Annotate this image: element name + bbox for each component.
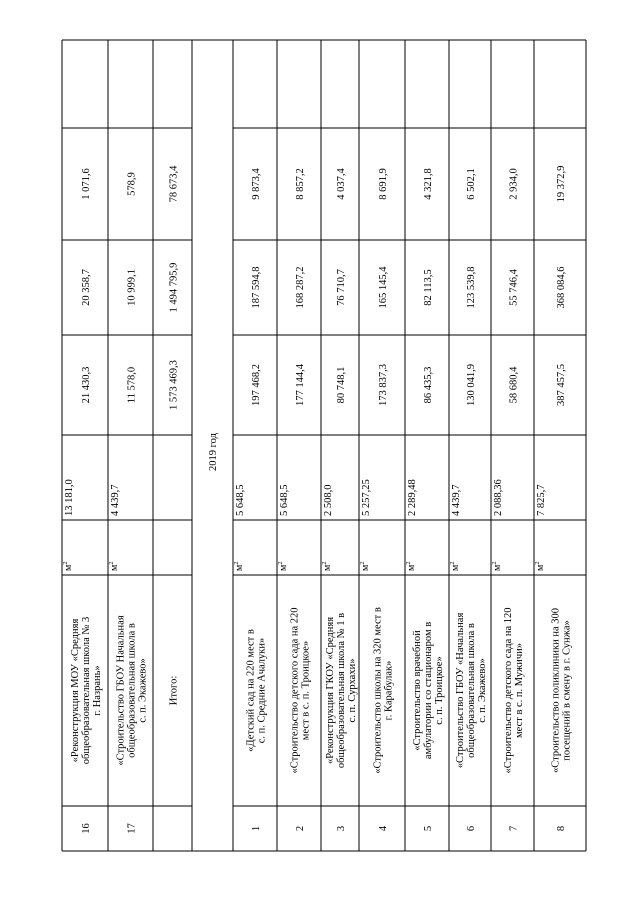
object-name: с. п. Троицкое» <box>434 656 445 725</box>
object-name: г. Карабулак» <box>383 660 395 721</box>
regional-value: 1 071,6 <box>81 168 92 200</box>
federal-value: 368 084,6 <box>556 266 567 309</box>
capacity-value: 13 181,0 <box>64 479 75 516</box>
regional-value: 4 321,8 <box>423 168 434 200</box>
capacity-value: 5 257,25 <box>361 479 372 516</box>
capacity-value: 7 825,7 <box>536 484 547 516</box>
federal-value: 187 594,8 <box>251 266 262 309</box>
object-name: с. п. Экажево» <box>477 658 488 723</box>
itogo-regional: 78 673,4 <box>168 165 180 203</box>
capacity-value: 4 439,7 <box>451 484 462 516</box>
total-value: 86 435,3 <box>423 366 434 404</box>
object-name: г. Назрань» <box>92 665 103 716</box>
total-value: 130 041,9 <box>466 364 477 406</box>
regional-value: 8 857,2 <box>295 168 306 200</box>
object-name: «Строительство врачебной <box>412 630 423 751</box>
regional-value: 6 502,1 <box>466 168 477 200</box>
federal-value: 168 287,2 <box>295 266 306 309</box>
federal-value: 165 145,4 <box>378 266 389 309</box>
row-number: 3 <box>336 825 347 832</box>
object-name: «Реконструкция МОУ «Средняя <box>70 618 81 763</box>
federal-value: 20 358,7 <box>81 269 92 306</box>
object-name: общеобразовательная школа в <box>466 623 477 758</box>
row-number: 2 <box>295 825 306 832</box>
unit-label: $м^2$ <box>321 561 333 571</box>
total-value: 173 837,3 <box>378 364 389 406</box>
row-number: 17 <box>126 823 138 834</box>
row-number: 6 <box>466 825 477 832</box>
capacity-value: 4 439,7 <box>110 484 121 516</box>
total-value: 177 144,4 <box>295 364 306 406</box>
object-name: «Строительство ГБОУ Начальная <box>115 615 127 766</box>
row-number: 5 <box>423 825 434 832</box>
object-name: с. п. Средние Ачалуки» <box>256 637 268 744</box>
unit-label: $м^2$ <box>359 561 371 571</box>
itogo-total: 1 573 469,3 <box>168 360 180 410</box>
unit-label: $м^2$ <box>277 561 289 571</box>
capacity-value: 5 648,5 <box>279 484 290 516</box>
capacity-value: 2 508,0 <box>323 484 334 516</box>
object-name: «Строительство поликлиники на 300 <box>550 607 562 774</box>
object-name: посещений в смену в г. Сунжа» <box>561 620 573 761</box>
object-name: мест в с. п. Троицкое» <box>300 640 312 741</box>
unit-label: $м^2$ <box>491 561 503 571</box>
row-number: 4 <box>378 825 389 832</box>
unit-label: $м^2$ <box>108 561 120 571</box>
object-name: «Детский сад на 220 мест в <box>245 629 257 752</box>
regional-value: 19 372,9 <box>556 165 567 203</box>
capacity-value: 2 088,36 <box>493 479 504 516</box>
object-name: мест в с. п. Мужичи» <box>514 642 525 739</box>
object-name: общеобразовательная школа № 3 <box>81 616 92 765</box>
regional-value: 578,9 <box>126 172 138 196</box>
federal-value: 123 539,8 <box>466 266 477 309</box>
object-name: с. п. Сурхахи» <box>347 658 358 723</box>
row-number: 1 <box>251 825 262 832</box>
unit-label: $м^2$ <box>62 561 74 571</box>
unit-label: $м^2$ <box>534 561 546 571</box>
total-value: 21 430,3 <box>81 366 92 404</box>
row-number: 7 <box>508 825 520 832</box>
federal-value: 76 710,7 <box>336 269 347 306</box>
unit-label: $м^2$ <box>405 561 417 571</box>
object-name: «Реконструкция ГКОУ «Средняя <box>325 616 336 765</box>
regional-value: 9 873,4 <box>251 168 262 200</box>
object-name: с. п. Экажево» <box>137 658 149 723</box>
federal-value: 55 746,4 <box>508 269 520 306</box>
row-number: 8 <box>556 825 567 832</box>
object-name: общеобразовательная школа в <box>126 623 138 758</box>
capacity-value: 2 289,48 <box>407 479 418 516</box>
itogo-federal: 1 494 795,9 <box>168 262 180 313</box>
object-name: амбулатории со стационаром в <box>423 621 434 760</box>
unit-label: $м^2$ <box>449 561 461 571</box>
regional-value: 2 934,0 <box>508 168 520 200</box>
regional-value: 8 691,9 <box>378 168 389 200</box>
federal-value: 10 999,1 <box>126 269 138 306</box>
object-name: «Строительство детского сада на 220 <box>289 607 301 774</box>
object-name: «Строительство школы на 320 мест в <box>372 607 384 774</box>
object-name: «Строительство детского сада на 120 <box>503 607 514 774</box>
table-content <box>62 165 573 834</box>
capacity-value: 5 648,5 <box>235 484 246 516</box>
object-name: «Строительство ГБОУ «Начальная <box>455 612 466 769</box>
regional-value: 4 037,4 <box>336 168 347 200</box>
total-value: 197 468,2 <box>251 364 262 406</box>
total-value: 80 748,1 <box>336 366 347 404</box>
itogo-label: Итого: <box>168 675 180 706</box>
object-name: общеобразовательная школа № 1 в <box>336 612 347 769</box>
total-value: 11 578,0 <box>126 366 138 404</box>
year-header: 2019 год <box>208 433 219 471</box>
federal-value: 82 113,5 <box>423 269 434 306</box>
row-number: 16 <box>81 823 92 834</box>
total-value: 58 680,4 <box>508 366 520 404</box>
unit-label: $м^2$ <box>233 561 245 571</box>
total-value: 387 457,5 <box>556 364 567 406</box>
